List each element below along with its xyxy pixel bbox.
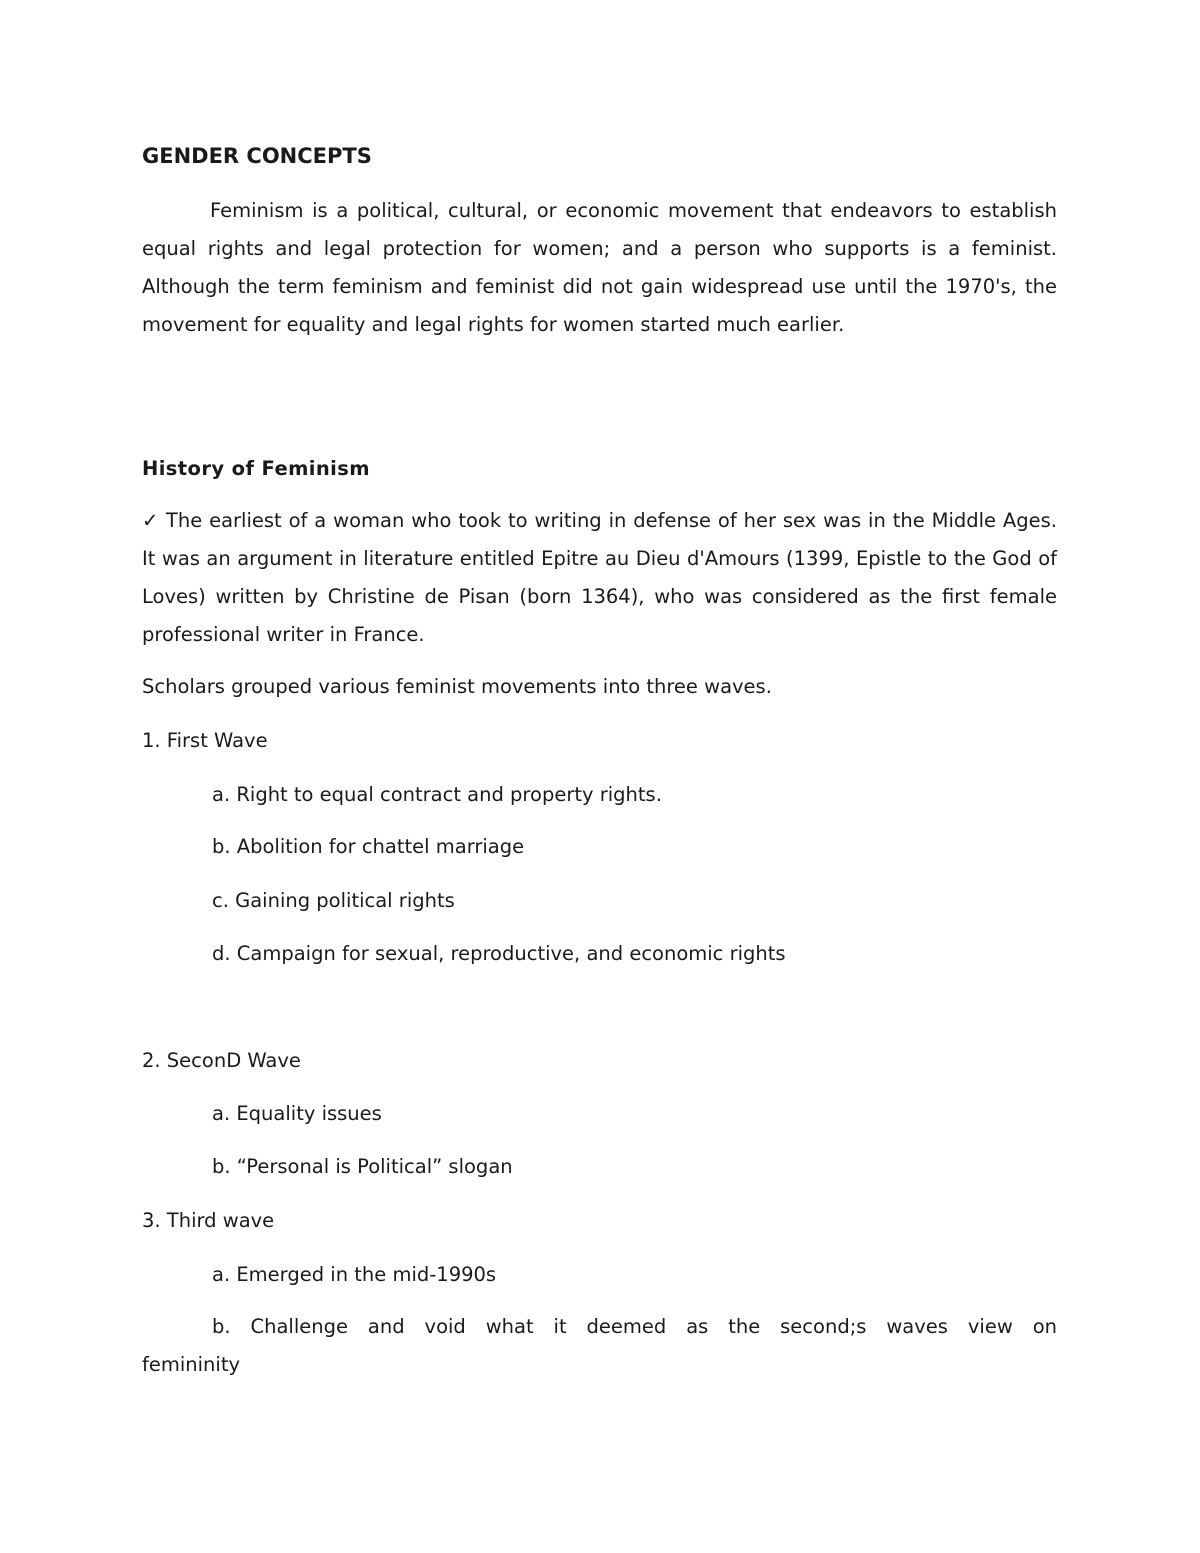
wave-heading-third: 3. Third wave (142, 1209, 275, 1232)
scholars-line: Scholars grouped various feminist movements into three waves. (142, 675, 772, 698)
intro-paragraph: Feminism is a political, cultural, or economic movement that endeavors to establish equal rights and legal protection for women; and a person who supports is a feminist. Although the term feminism and feminist did not gain widespread use until the 1970's, the movement for equality and legal rights for women started much earlier. (142, 199, 1057, 336)
wave-item: a. Right to equal contract and property rights. (212, 783, 662, 806)
document-title: GENDER CONCEPTS (142, 144, 372, 168)
wave-item: a. Emerged in the mid-1990s (212, 1263, 497, 1286)
wave-item: d. Campaign for sexual, reproductive, and economic rights (212, 942, 786, 965)
wave-item: b. “Personal is Political” slogan (212, 1155, 513, 1178)
wave-item: c. Gaining political rights (212, 889, 455, 912)
wave-heading-first: 1. First Wave (142, 729, 268, 752)
wave-item: b. Challenge and void what it deemed as the second;s waves view on femininity (142, 1315, 1057, 1376)
wave-heading-second: 2. SeconD Wave (142, 1049, 301, 1072)
wave-item: a. Equality issues (212, 1102, 382, 1125)
history-paragraph: ✓ The earliest of a woman who took to writing in defense of her sex was in the Middle Ages. It was an argument in literature entitled Epitre au Dieu d'Amours (1399, Epistle to the God of Loves) written by Christine de Pisan (born 1364), who was considered as the first female professional writer in France. (142, 509, 1057, 646)
history-heading: History of Feminism (142, 457, 370, 480)
wave-item: b. Abolition for chattel marriage (212, 835, 525, 858)
